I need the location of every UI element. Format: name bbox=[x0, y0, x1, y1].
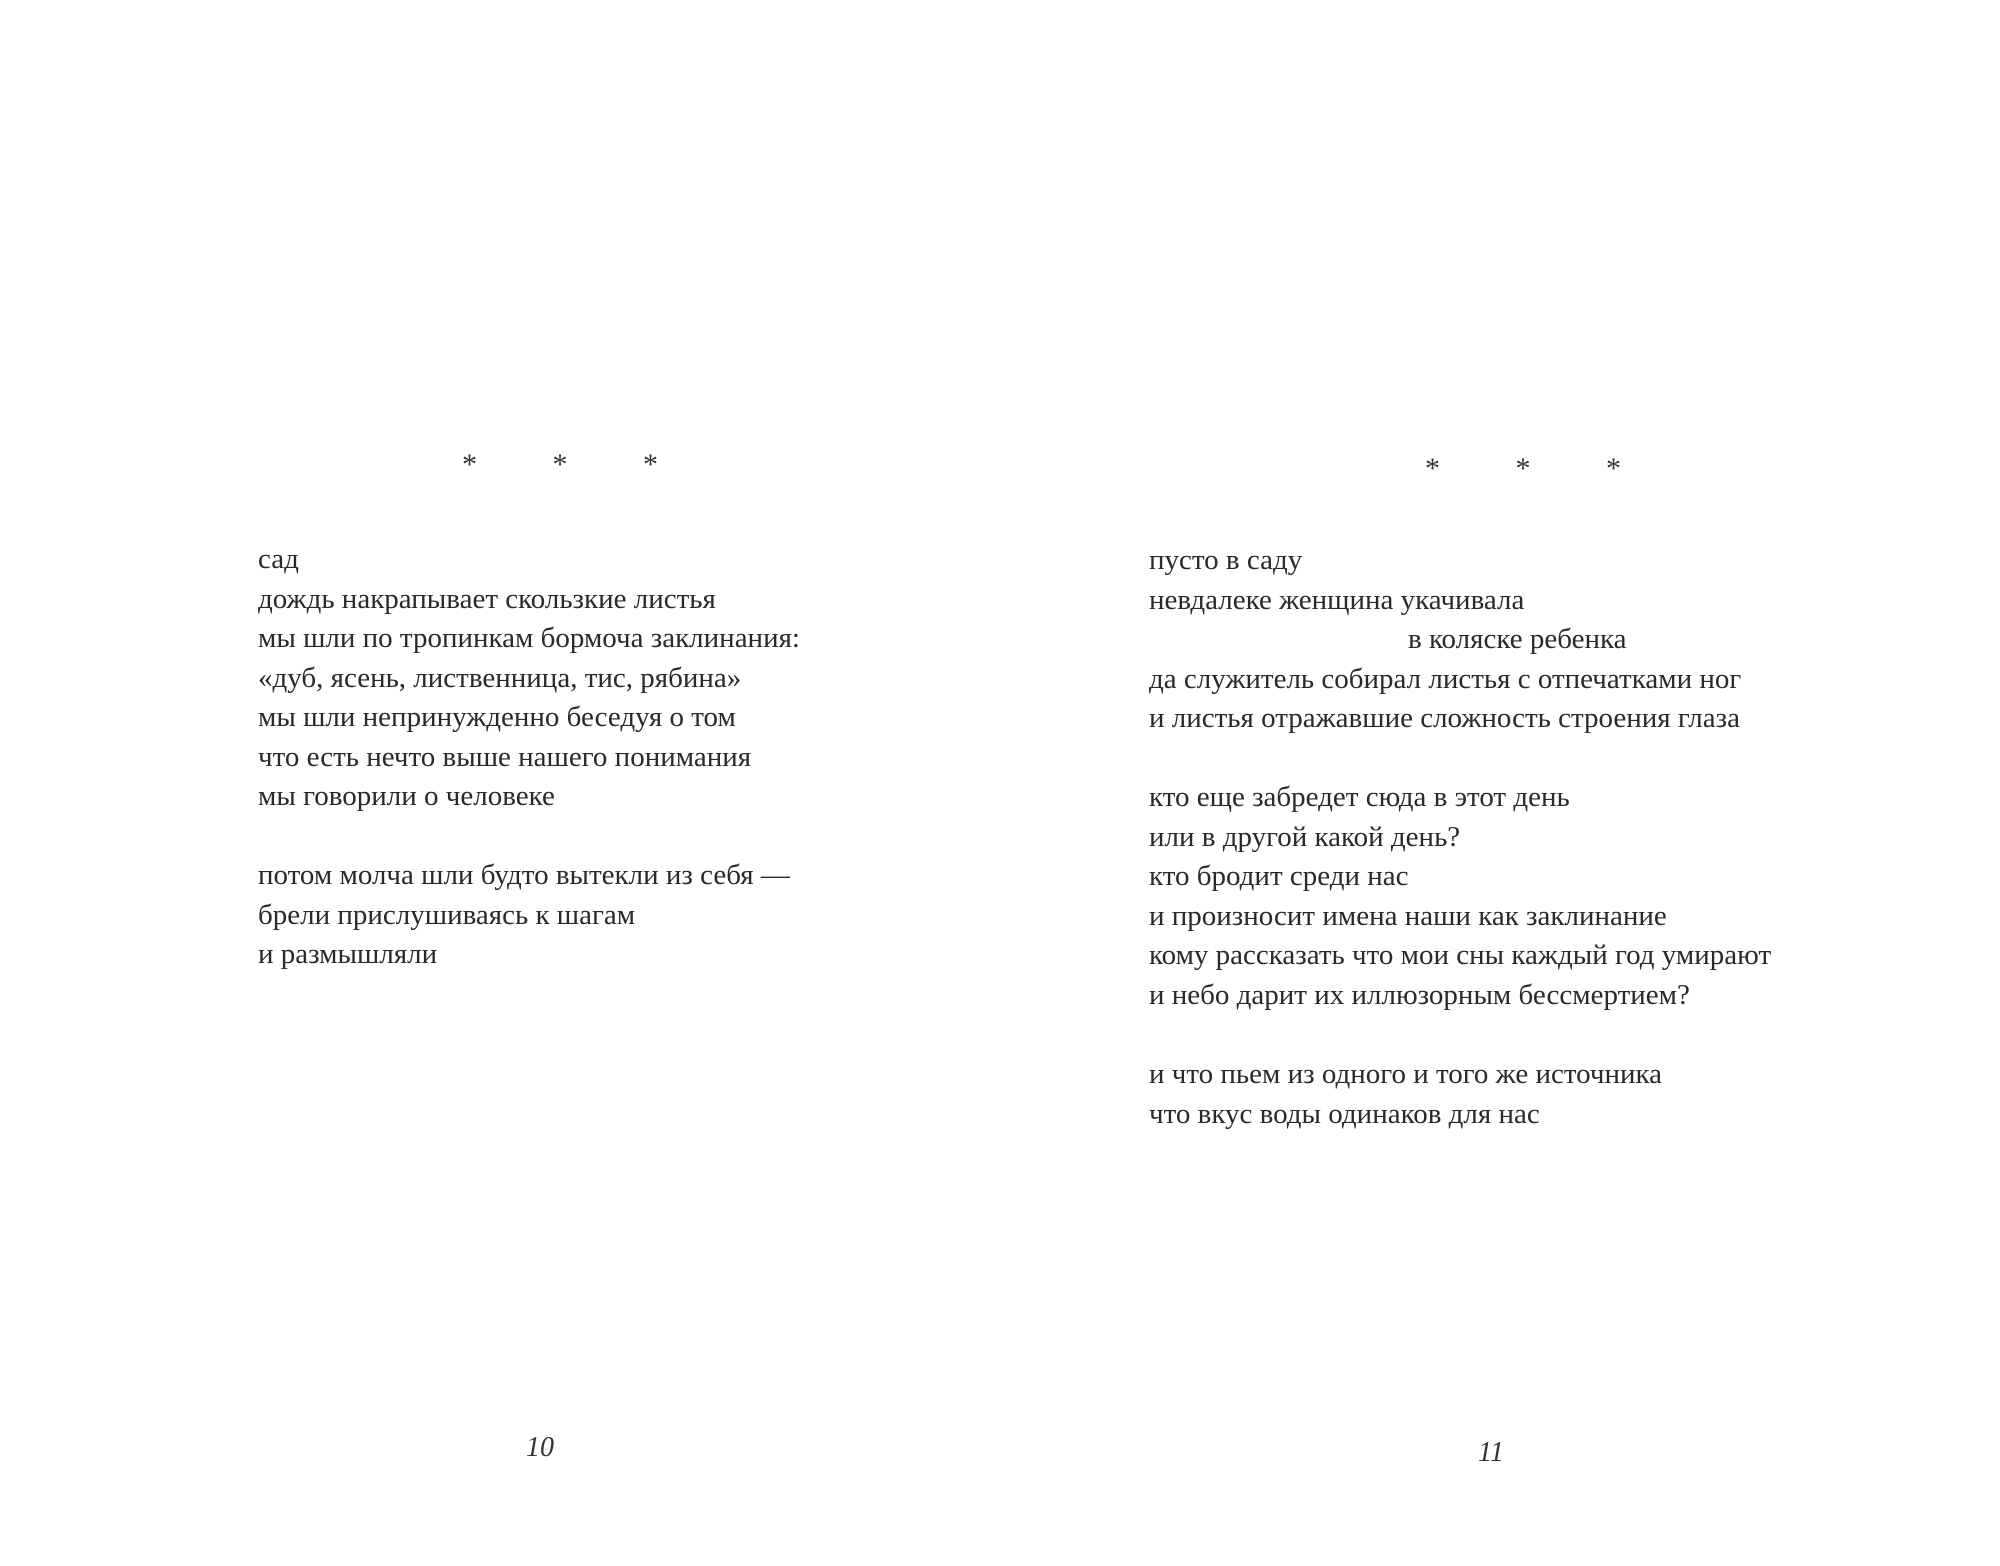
poem-stanza bbox=[258, 540, 800, 817]
poem-line: мы говорили о человеке bbox=[258, 780, 555, 812]
poem-line: мы шли по тропинкам бормоча заклинания: bbox=[258, 622, 800, 654]
poem-line: потом молча шли будто вытекли из себя — bbox=[258, 859, 790, 891]
poem-line: брели прислушиваясь к шагам bbox=[258, 898, 636, 931]
poem-line: пусто в саду bbox=[1149, 544, 1303, 576]
asterism-divider: * * * bbox=[1425, 452, 1655, 485]
poem-stanza bbox=[1149, 778, 1771, 1015]
poem-stanza bbox=[1149, 1055, 1662, 1134]
poem-line: мы шли непринужденно беседуя о том bbox=[258, 701, 736, 733]
poem-line: и что пьем из одного и того же источника bbox=[1149, 1058, 1663, 1090]
poem-line: и небо дарит их иллюзорным бессмертием? bbox=[1149, 978, 1690, 1011]
poem-line: невдалеке женщина укачивала bbox=[1149, 583, 1525, 616]
poem-line: кто бродит среди нас bbox=[1149, 860, 1409, 892]
poem-line: «дуб, ясень, лиственница, тис, рябина» bbox=[258, 661, 742, 694]
right-page bbox=[1000, 0, 2000, 1566]
poem-line: что вкус воды одинаков для нас bbox=[1149, 1097, 1540, 1130]
poem-stanza bbox=[258, 856, 790, 975]
page-number: 10 bbox=[526, 1432, 554, 1463]
asterism-divider: * * * bbox=[462, 448, 692, 481]
poem-line: кто еще забредет сюда в этот день bbox=[1149, 781, 1570, 813]
poem-line: сад bbox=[258, 543, 299, 575]
poem-line: да служитель собирал листья с отпечатками ног bbox=[1149, 662, 1742, 695]
poem-line: что есть нечто выше нашего понимания bbox=[258, 740, 752, 773]
poem-line-indented: в коляске ребенка bbox=[1408, 623, 1627, 655]
poem-stanza bbox=[1149, 541, 1741, 739]
poem-line: и размышляли bbox=[258, 938, 438, 970]
poem-line: и листья отражавшие сложность строения глаза bbox=[1149, 702, 1740, 734]
poem-line: или в другой какой день? bbox=[1149, 820, 1461, 853]
poem-line: и произносит имена наши как заклинание bbox=[1149, 899, 1667, 932]
page-number: 11 bbox=[1478, 1437, 1504, 1468]
poem-line: кому рассказать что мои сны каждый год умирают bbox=[1149, 939, 1772, 971]
poem-line: дождь накрапывает скользкие листья bbox=[258, 582, 716, 615]
